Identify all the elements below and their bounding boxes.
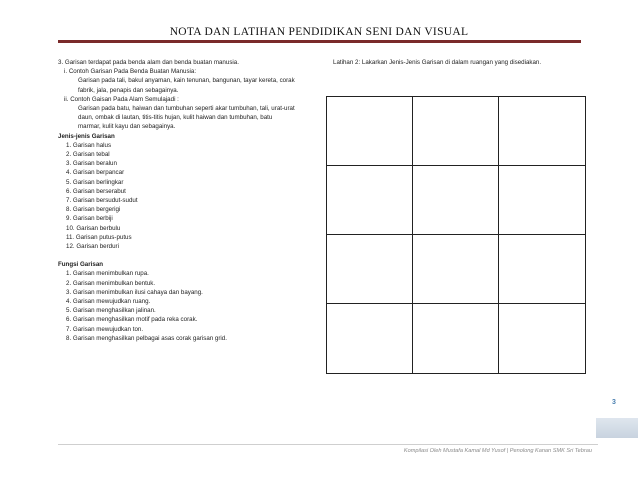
- list-item: 2. Garisan menimbulkan bentuk.: [66, 279, 156, 287]
- grid-cell[interactable]: [499, 235, 585, 304]
- grid-cell[interactable]: [327, 304, 413, 373]
- drawing-grid: [326, 96, 586, 374]
- grid-cell[interactable]: [413, 304, 499, 373]
- grid-cell[interactable]: [499, 97, 585, 166]
- list-item: 7. Garisan bersudut-sudut: [66, 197, 138, 205]
- jenis-garisan-heading: Jenis-jenis Garisan: [58, 132, 115, 140]
- list-item: 4. Garisan mewujudkan ruang.: [66, 298, 151, 306]
- sub-point-ii-line-1: Garisan pada batu, haiwan dan tumbuhan seperti akar tumbuhan, tali, urat-urat: [78, 105, 295, 113]
- sub-point-i-line-1: Garisan pada tali, bakul anyaman, kain tenunan, bangunan, tayar kereta, corak: [78, 77, 295, 85]
- page-number: 3: [612, 399, 616, 406]
- grid-cell[interactable]: [413, 235, 499, 304]
- list-item: 3. Garisan beralun: [66, 160, 117, 168]
- list-item: 11. Garisan putus-putus: [66, 233, 132, 241]
- list-item: 2. Garisan tebal: [66, 151, 110, 159]
- list-item: 8. Garisan menghasilkan pelbagai asas corak garisan grid.: [66, 334, 227, 342]
- list-item: 9. Garisan berbiji: [66, 215, 113, 223]
- list-item: 6. Garisan menghasilkan motif pada reka corak.: [66, 316, 198, 324]
- fungsi-garisan-heading: Fungsi Garisan: [58, 261, 104, 269]
- intro-point-3: 3. Garisan terdapat pada benda alam dan benda buatan manusia.: [58, 59, 239, 66]
- grid-cell[interactable]: [327, 166, 413, 235]
- list-item: 5. Garisan berlingkar: [66, 178, 124, 186]
- sub-point-i-line-2: fabrik, jala, penapis dan sebagainya.: [78, 86, 179, 94]
- grid-cell[interactable]: [413, 97, 499, 166]
- page-title: NOTA DAN LATIHAN PENDIDIKAN SENI DAN VISUAL: [169, 26, 469, 38]
- list-item: 1. Garisan menimbulkan rupa.: [66, 270, 149, 278]
- footer-divider: [58, 444, 598, 445]
- fungsi-garisan-list: [58, 269, 313, 343]
- list-item: 1. Garisan halus: [66, 141, 112, 149]
- header-divider: [58, 40, 581, 43]
- list-item: 8. Garisan bergerigi: [66, 206, 121, 214]
- list-item: 7. Garisan mewujudkan ton.: [66, 325, 144, 333]
- list-item: 3. Garisan menimbulkan ilusi cahaya dan bayang.: [66, 288, 203, 296]
- notes-column: [58, 58, 313, 343]
- list-item: 5. Garisan menghasilkan jalinan.: [66, 307, 156, 315]
- sub-point-i-label: i. Contoh Garisan Pada Benda Buatan Manusia:: [64, 68, 197, 76]
- sub-point-ii-line-3: marmar, kulit kayu dan sebagainya.: [78, 123, 176, 131]
- list-item: 12. Garisan berduri: [66, 243, 119, 251]
- footer-credit: Kompilasi Oleh Mustafa Kamal Md Yusof | Penolong Kanan SMK Sri Tebrau: [403, 448, 592, 454]
- list-item: 10. Garisan berbulu: [66, 224, 121, 232]
- jenis-garisan-list: [58, 141, 313, 251]
- exercise-instruction: Latihan 2: Lakarkan Jenis-Jenis Garisan di dalam ruangan yang disediakan.: [333, 59, 542, 66]
- grid-cell[interactable]: [499, 304, 585, 373]
- list-item: 6. Garisan berserabut: [66, 187, 126, 195]
- page-tab: [596, 418, 638, 438]
- sub-point-ii-label: ii. Contoh Gaisan Pada Alam Semulajadi :: [64, 95, 179, 103]
- grid-cell[interactable]: [327, 235, 413, 304]
- sub-point-ii-line-2: daun, ombak di lautan, titis-titis hujan, kulit haiwan dan tumbuhan, batu: [78, 114, 273, 122]
- grid-cell[interactable]: [499, 166, 585, 235]
- grid-cell[interactable]: [327, 97, 413, 166]
- list-item: 4. Garisan berpancar: [66, 169, 125, 177]
- grid-cell[interactable]: [413, 166, 499, 235]
